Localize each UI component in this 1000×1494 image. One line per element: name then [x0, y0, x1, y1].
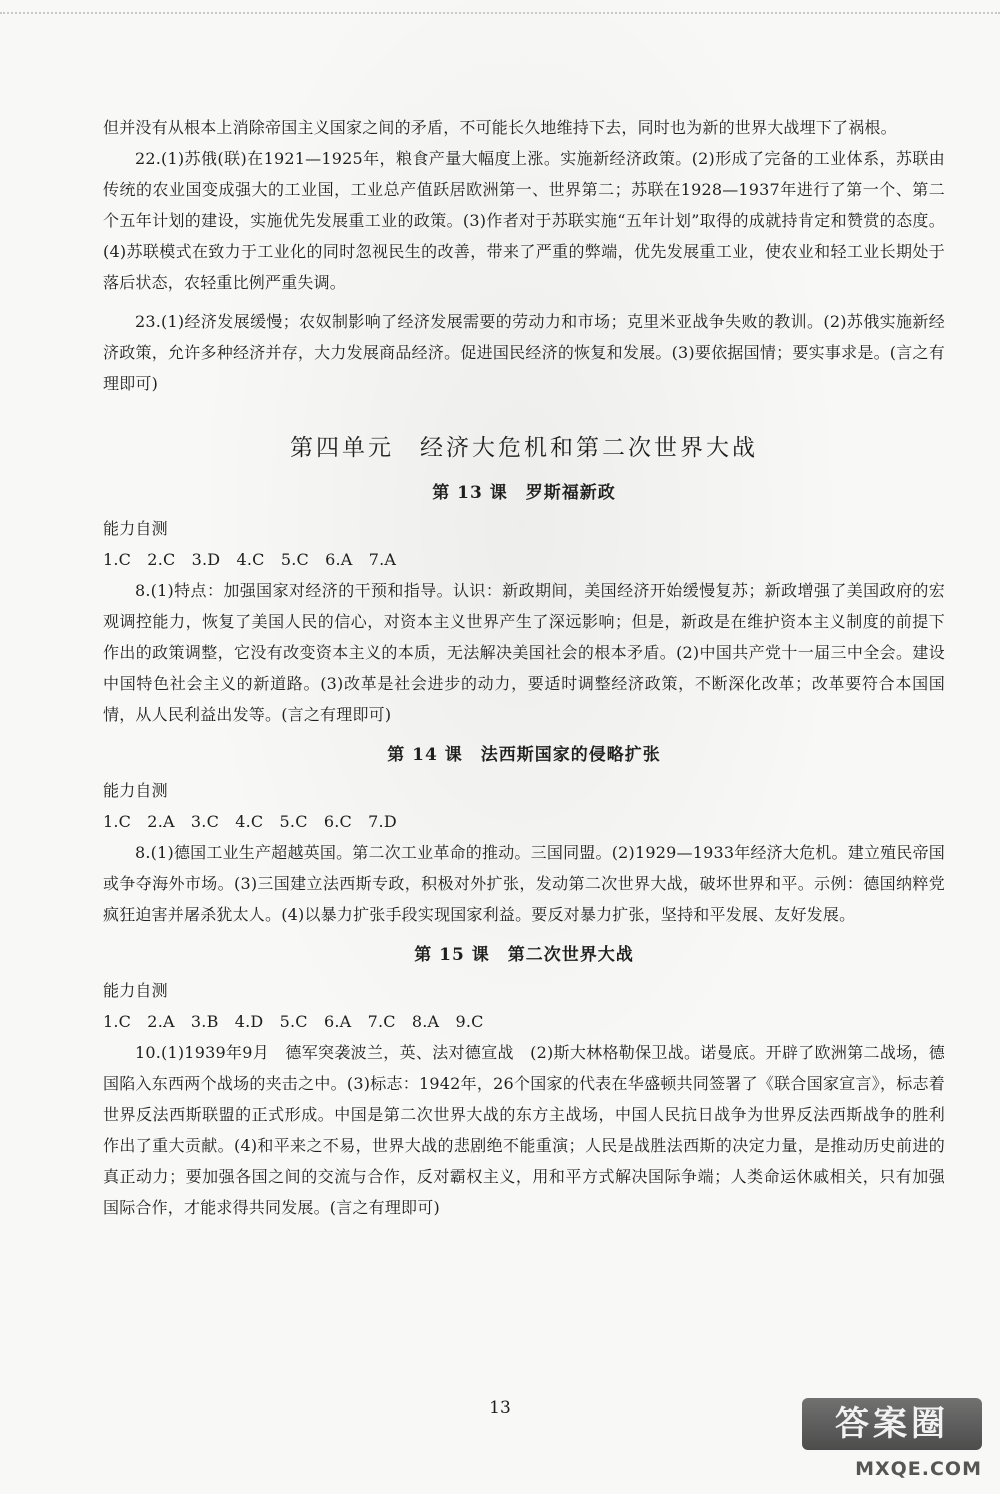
watermark — [802, 1398, 982, 1480]
answer-23: 23.(1)经济发展缓慢；农奴制影响了经济发展需要的劳动力和市场；克里米亚战争失败的教训。(2)苏俄实施新经济政策，允许多种经济并存，大力发展商品经济。促进国民经济的恢复和发展。(3)要依据国情；要实事求是。(言之有理即可) — [103, 312, 945, 393]
answer-22: 22.(1)苏俄(联)在1921—1925年，粮食产量大幅度上涨。实施新经济政策。(2)形成了完备的工业体系，苏联由传统的农业国变成强大的工业国，工业总产值跃居欧洲第一、世界第二；苏联在1928—1937年进行了第一个、第二个五年计划的建设，实施优先发展重工业的政策。(3)作者对于苏联实施“五年计划”取得的成就持肯定和赞赏的态度。(4)苏联模式在致力于工业化的同时忽视民生的改善，带来了严重的弊端，优先发展重工业，使农业和轻工业长期处于落后状态，农轻重比例严重失调。 — [103, 149, 945, 292]
content — [103, 112, 945, 1223]
page-number: 13 — [489, 1398, 511, 1418]
lesson-13-title: 第 13 课 罗斯福新政 — [432, 483, 616, 503]
top-border — [0, 0, 1000, 14]
lesson-14-title: 第 14 课 法西斯国家的侵略扩张 — [387, 745, 661, 765]
watermark-logo: 答案圈 — [802, 1398, 982, 1450]
lesson-14-label: 能力自测 — [103, 781, 168, 800]
lesson-13-label: 能力自测 — [103, 519, 168, 538]
lesson-15-text: 10.(1)1939年9月 德军突袭波兰，英、法对德宣战 (2)斯大林格勒保卫战。诺曼底。开辟了欧洲第二战场，德国陷入东西两个战场的夹击之中。(3)标志：1942年，26个国家的代表在华盛顿共同签署了《联合国家宣言》，标志着世界反法西斯联盟的正式形成。中国是第二次世界大战的东方主战场，中国人民抗日战争为世界反法西斯战争的胜利作出了重大贡献。(4)和平来之不易，世界大战的悲剧绝不能重演；人民是战胜法西斯的决定力量，是推动历史前进的真正动力；要加强各国之间的交流与合作，反对霸权主义，用和平方式解决国际争端；人类命运休戚相关，只有加强国际合作，才能求得共同发展。(言之有理即可) — [103, 1043, 945, 1217]
lesson-15-label: 能力自测 — [103, 981, 168, 1000]
lesson-14-text: 8.(1)德国工业生产超越英国。第二次工业革命的推动。三国同盟。(2)1929—1933年经济大危机。建立殖民帝国或争夺海外市场。(3)三国建立法西斯专政，积极对外扩张，发动第二次世界大战，破坏世界和平。示例：德国纳粹党疯狂迫害并屠杀犹太人。(4)以暴力扩张手段实现国家利益。要反对暴力扩张，坚持和平发展、友好发展。 — [103, 843, 945, 924]
lesson-15-answers: 1.C 2.A 3.B 4.D 5.C 6.A 7.C 8.A 9.C — [103, 1012, 484, 1031]
lesson-13-answers: 1.C 2.C 3.D 4.C 5.C 6.A 7.A — [103, 550, 397, 569]
paragraph-continuation: 但并没有从根本上消除帝国主义国家之间的矛盾，不可能长久地维持下去，同时也为新的世界大战埋下了祸根。 — [103, 118, 897, 137]
lesson-15-title: 第 15 课 第二次世界大战 — [414, 945, 634, 965]
lesson-14-answers: 1.C 2.A 3.C 4.C 5.C 6.C 7.D — [103, 812, 397, 831]
lesson-13-text: 8.(1)特点：加强国家对经济的干预和指导。认识：新政期间，美国经济开始缓慢复苏；新政增强了美国政府的宏观调控能力，恢复了美国人民的信心，对资本主义世界产生了深远影响；但是，新政是在维护资本主义制度的前提下作出的政策调整，它没有改变资本主义的本质，无法解决美国社会的根本矛盾。(2)中国共产党十一届三中全会。建设中国特色社会主义的新道路。(3)改革是社会进步的动力，要适时调整经济政策，不断深化改革；改革要符合本国国情，从人民利益出发等。(言之有理即可) — [103, 581, 945, 724]
unit-title: 第四单元 经济大危机和第二次世界大战 — [290, 435, 758, 461]
watermark-site: MXQE.COM — [855, 1458, 982, 1480]
